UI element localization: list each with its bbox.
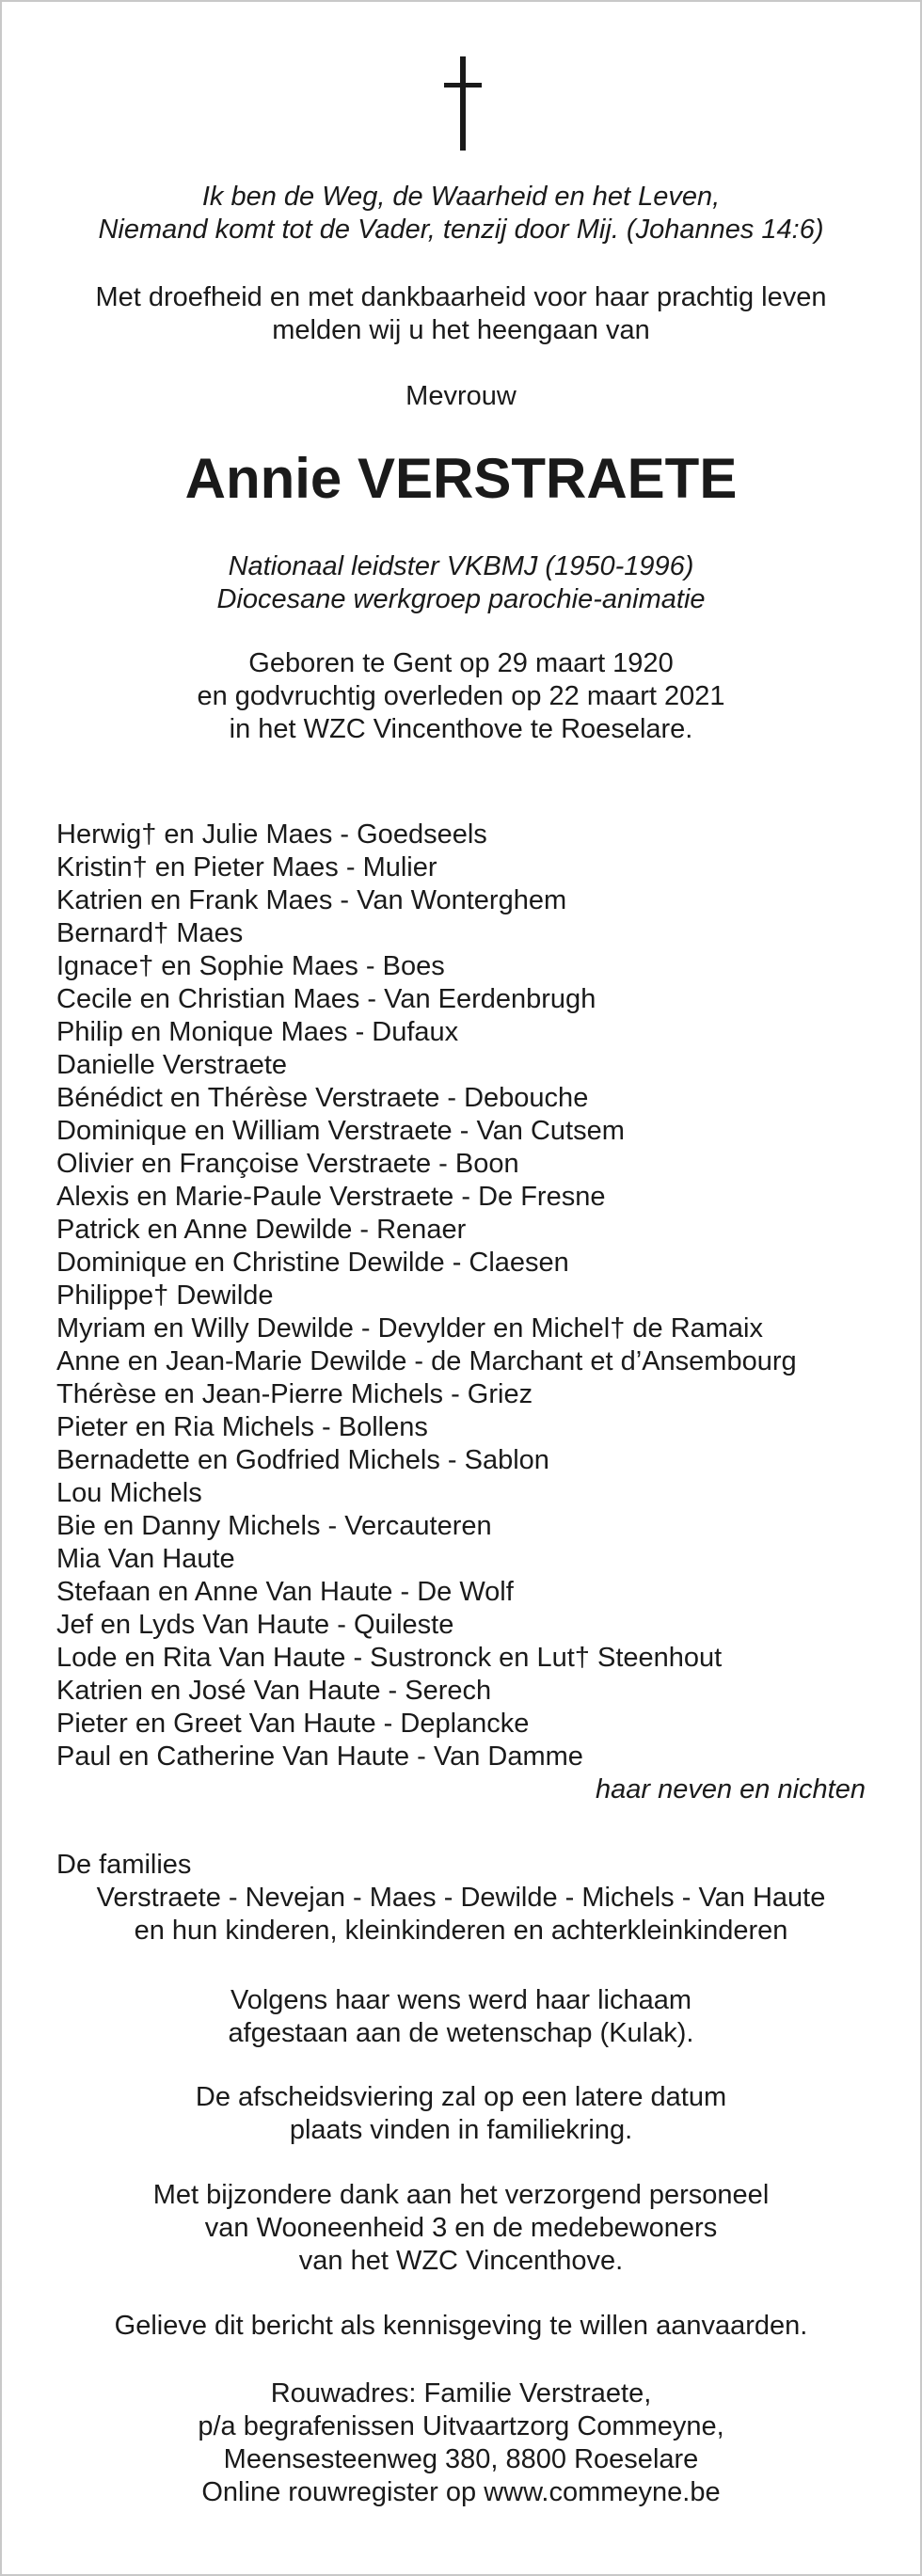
address-line: Online rouwregister op www.commeyne.be	[201, 2477, 721, 2507]
family-member: Cecile en Christian Maes - Van Eerdenbrugh	[56, 984, 596, 1014]
family-member: Myriam en Willy Dewilde - Devylder en Michel† de Ramaix	[56, 1313, 763, 1344]
wish-line: afgestaan aan de wetenschap (Kulak).	[228, 2018, 694, 2048]
birth-death-info	[2, 647, 920, 746]
wish-line: Volgens haar wens werd haar lichaam	[230, 1985, 692, 2015]
family-member: Paul en Catherine Van Haute - Van Damme	[56, 1741, 583, 1772]
deceased-name: Annie VERSTRAETE	[184, 447, 738, 510]
birth-death-line: Geboren te Gent op 29 maart 1920	[248, 648, 674, 678]
roles	[2, 550, 920, 616]
family-member: Bénédict en Thérèse Verstraete - Debouche	[56, 1083, 589, 1113]
family-member: Dominique en Christine Dewilde - Claesen	[56, 1248, 569, 1278]
quote-line: Niemand komt tot de Vader, tenzij door Mij. (Johannes 14:6)	[98, 215, 824, 245]
role-line: Nationaal leidster VKBMJ (1950-1996)	[228, 551, 694, 581]
family-caption: haar neven en nichten	[596, 1774, 866, 1805]
farewell-line: De afscheidsviering zal op een latere datum	[195, 2082, 727, 2112]
notice-text: Gelieve dit bericht als kennisgeving te willen aanvaarden.	[114, 2311, 808, 2341]
family-member: Patrick en Anne Dewilde - Renaer	[56, 1215, 467, 1245]
family-member: Herwig† en Julie Maes - Goedseels	[56, 819, 487, 850]
family-member: Olivier en Françoise Verstraete - Boon	[56, 1149, 519, 1179]
family-member: Mia Van Haute	[56, 1544, 235, 1574]
bible-quote	[2, 181, 920, 246]
family-list	[56, 819, 866, 1806]
intro-text	[2, 281, 920, 347]
family-member: Katrien en José Van Haute - Serech	[56, 1676, 492, 1706]
family-member: Anne en Jean-Marie Dewilde - de Marchant et d’Ansembourg	[56, 1346, 797, 1376]
honorific: Mevrouw	[405, 381, 517, 411]
thanks-line: van Wooneenheid 3 en de medebewoners	[204, 2213, 718, 2243]
family-member: Stefaan en Anne Van Haute - De Wolf	[56, 1577, 514, 1607]
family-member: Pieter en Ria Michels - Bollens	[56, 1412, 428, 1442]
family-member: Philip en Monique Maes - Dufaux	[56, 1017, 459, 1047]
families-line: en hun kinderen, kleinkinderen en achterkleinkinderen	[134, 1916, 788, 1946]
farewell-line: plaats vinden in familiekring.	[289, 2115, 633, 2145]
cross-icon	[444, 56, 482, 151]
family-member: Danielle Verstraete	[56, 1050, 288, 1080]
intro-line: melden wij u het heengaan van	[272, 315, 650, 345]
family-member: Thérèse en Jean-Pierre Michels - Griez	[56, 1379, 533, 1409]
intro-line: Met droefheid en met dankbaarheid voor haar prachtig leven	[95, 282, 827, 312]
family-member: Kristin† en Pieter Maes - Mulier	[56, 852, 437, 883]
address-block	[2, 2377, 920, 2509]
thanks-line: Met bijzondere dank aan het verzorgend personeel	[152, 2180, 770, 2210]
families-line: Verstraete - Nevejan - Maes - Dewilde - Michels - Van Haute	[96, 1883, 826, 1913]
family-member: Bernard† Maes	[56, 918, 244, 948]
thanks-note	[2, 2179, 920, 2278]
role-line: Diocesane werkgroep parochie-animatie	[216, 584, 706, 614]
address-line: p/a begrafenissen Uitvaartzorg Commeyne,	[198, 2411, 724, 2441]
families-section	[56, 1849, 866, 1948]
family-member: Jef en Lyds Van Haute - Quileste	[56, 1610, 454, 1640]
family-member: Philippe† Dewilde	[56, 1280, 274, 1311]
family-member: Katrien en Frank Maes - Van Wonterghem	[56, 885, 567, 915]
family-member: Bernadette en Godfried Michels - Sablon	[56, 1445, 549, 1475]
family-member: Dominique en William Verstraete - Van Cutsem	[56, 1116, 625, 1146]
thanks-line: van het WZC Vincenthove.	[298, 2246, 624, 2276]
families-heading: De families	[56, 1850, 192, 1880]
address-line: Rouwadres: Familie Verstraete,	[270, 2378, 652, 2409]
farewell-note	[2, 2081, 920, 2147]
family-member: Lode en Rita Van Haute - Sustronck en Lut† Steenhout	[56, 1643, 723, 1673]
family-member: Alexis en Marie-Paule Verstraete - De Fresne	[56, 1182, 606, 1212]
birth-death-line: in het WZC Vincenthove te Roeselare.	[229, 714, 693, 744]
quote-line: Ik ben de Weg, de Waarheid en het Leven,	[201, 182, 721, 212]
address-line: Meensesteenweg 380, 8800 Roeselare	[223, 2444, 699, 2474]
birth-death-line: en godvruchtig overleden op 22 maart 2021	[197, 681, 725, 711]
family-member: Bie en Danny Michels - Vercauteren	[56, 1511, 492, 1541]
family-member: Pieter en Greet Van Haute - Deplancke	[56, 1709, 530, 1739]
body-donation-note	[2, 1984, 920, 2050]
family-member: Lou Michels	[56, 1478, 202, 1508]
family-member: Ignace† en Sophie Maes - Boes	[56, 951, 445, 981]
